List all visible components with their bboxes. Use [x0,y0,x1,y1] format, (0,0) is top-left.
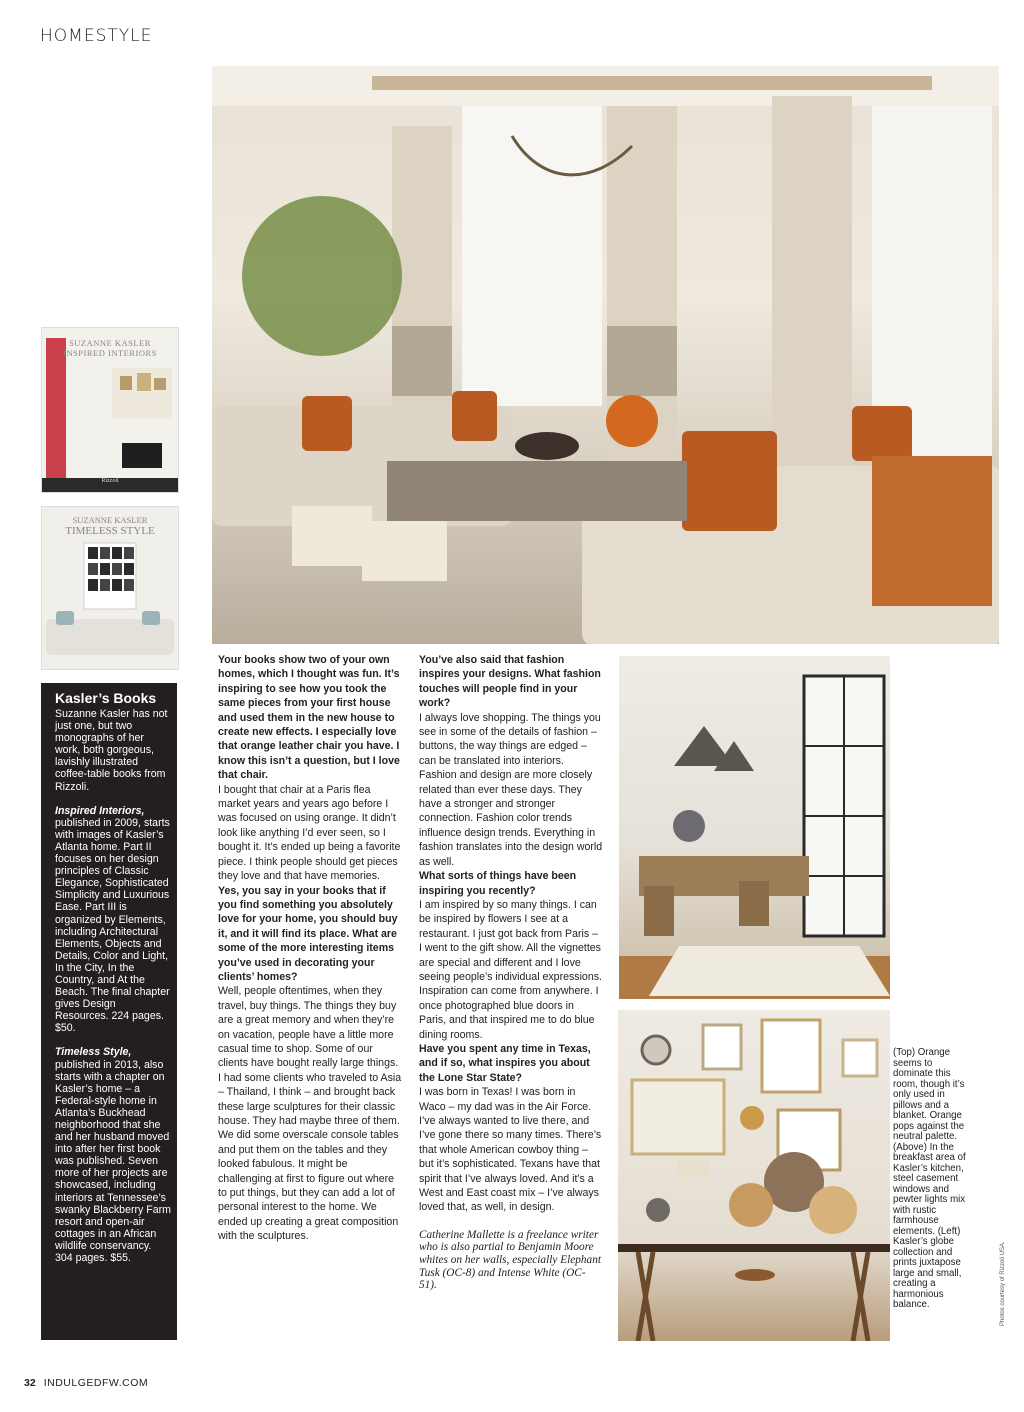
living-room-photo [212,66,999,644]
sidebar-book1 [55,805,171,1035]
inspired-interiors-cover [41,327,179,493]
page-number: 32 [24,1377,36,1389]
site-url: INDULGEDFW.COM [43,1377,149,1389]
question: What sorts of things have been inspiring you recently? [419,870,577,897]
timeless-style-cover [41,506,179,670]
article-column-2 [419,653,603,1292]
book1-text: published in 2009, starts with images of Kasler’s Atlanta home. Part II focuses on her design principles of Classic Elegance, Sophisticated Simplicity and Luxurious Ease. Part III is organized by Elements, including Architectural Elements, Objects and Details, Color and Light, In the City, In the Country, and At the Beach. The final chapter gives Design Resources. 224 pages. $50. [55,816,170,1035]
cover-title: TIMELESS STYLE [65,525,155,537]
sidebar-heading: Kasler’s Books [55,690,157,706]
sidebar-intro: Suzanne Kasler has not just one, but two monographs of her work, both gorgeous, lavishly illustrated coffee-table books from Rizzoli. [55,708,168,793]
cover-author: SUZANNE KASLER [72,515,148,525]
cover-publisher: Rizzoli [101,478,119,484]
question: Yes, you say in your books that if you find something you absolutely love for your home, you should buy it, and it will find its place. What are some of the more interesting items you’ve used in decorating your clients’ homes? [218,884,398,983]
book2-text: published in 2013, also starts with a chapter on Kasler’s home – a Federal-style home in Atlanta’s Buckhead neighborhood that she and her husband moved into after her first book was published. Seven more of her projects are showcased, including interiors at Tennessee’s swanky Blackberry Farm resort and open-air cottages in an African wildlife conservancy. 304 pages. $55. [55,1058,171,1265]
books-sidebar [41,683,177,1340]
sidebar-book2 [55,1046,171,1264]
photo-credit: Photos courtesy of Rizzoli USA. [1000,1241,1006,1326]
answer: I bought that chair at a Paris flea market years and years ago before I was focused on using orange. It didn’t look like anything I’d ever seen, so I bought it. It’s ended up being a favorite piece. I think people should get pieces they love and that have memories. [218,783,401,883]
article-column-1 [218,653,402,1244]
globe-collection-photo [618,1010,890,1341]
question: You’ve also said that fashion inspires your designs. What fashion touches will people find in your work? [419,654,601,710]
answer: Well, people oftentimes, when they travel, buy things. The things they buy are a great memory and when they’re on vacation, people have a little more casual time to shop. Some of our clients have bought really large things. I had some clients who traveled to Asia – Thailand, I think – and brought back these large sculptures for their classic house. They had maybe three of them. We did some overscale console tables and put them on the tables and they looked fabulous. It might be challenging at first to figure out where to put things, but they can add a lot of personal interest to the home. We ended up creating a great composition with the sculptures. [218,985,402,1243]
breakfast-area-photo [619,656,890,999]
cover-title: INSPIRED INTERIORS [63,348,157,358]
question: Your books show two of your own homes, which I thought was fun. It’s inspiring to see how you took the same pieces from your first house and used them in the new house to create new effects. I especially love that orange leather chair you have. I know this isn’t a question, but I love that chair. [218,654,400,782]
answer: I always love shopping. The things you see in some of the details of fashion – buttons, the way things are edged – can be translated into interiors. Fashion and design are more closely related than ever these days. They have a stronger and stronger connection. Fashion color trends influence design trends. Everything in fashion translates into the design world as well. [419,711,603,868]
cover-author: SUZANNE KASLER [69,338,151,348]
page-footer [24,1377,148,1389]
book2-title: Timeless Style, [55,1046,132,1059]
author-byline: Catherine Mallette is a freelance writer who is also partial to Benjamin Moore whites on her walls, especially Elephant Tusk (OC-8) and Intense White (OC-51). [419,1228,601,1292]
answer: I was born in Texas! I was born in Waco – my dad was in the Air Force. I’ve always wanted to live there, and I’ve gone there so many times. There’s that whole American cowboy thing – but it’s sophisticated. Texans have that spirit that I’ve always loved. And it’s a West and East coast mix – I’ve always loved that, as well, in design. [419,1086,602,1214]
photo-caption: (Top) Orange seems to dominate this room, though it’s only used in pillows and a blanket. Orange pops against the neutral palette. (Above) In the breakfast area of Kasler’s kitchen, steel casement windows and pewter lights mix with rustic farmhouse elements. (Left) Kasler’s globe collection and prints juxtapose large and small, creating a harmonious balance. [893,1047,966,1310]
answer: I am inspired by so many things. I can be inspired by flowers I see at a restaurant. I just got back from Paris – I went to the gift show. All the vignettes are special and different and I love seeing people’s individual expressions. Inspiration can come from anywhere. I once photographed blue doors in Paris, and that inspired me to do blue dining rooms. [419,898,602,1041]
question: Have you spent any time in Texas, and if so, what inspires you about the Lone Star State? [419,1042,591,1084]
book1-title: Inspired Interiors, [55,804,145,817]
section-header: HOMESTYLE [40,26,153,46]
